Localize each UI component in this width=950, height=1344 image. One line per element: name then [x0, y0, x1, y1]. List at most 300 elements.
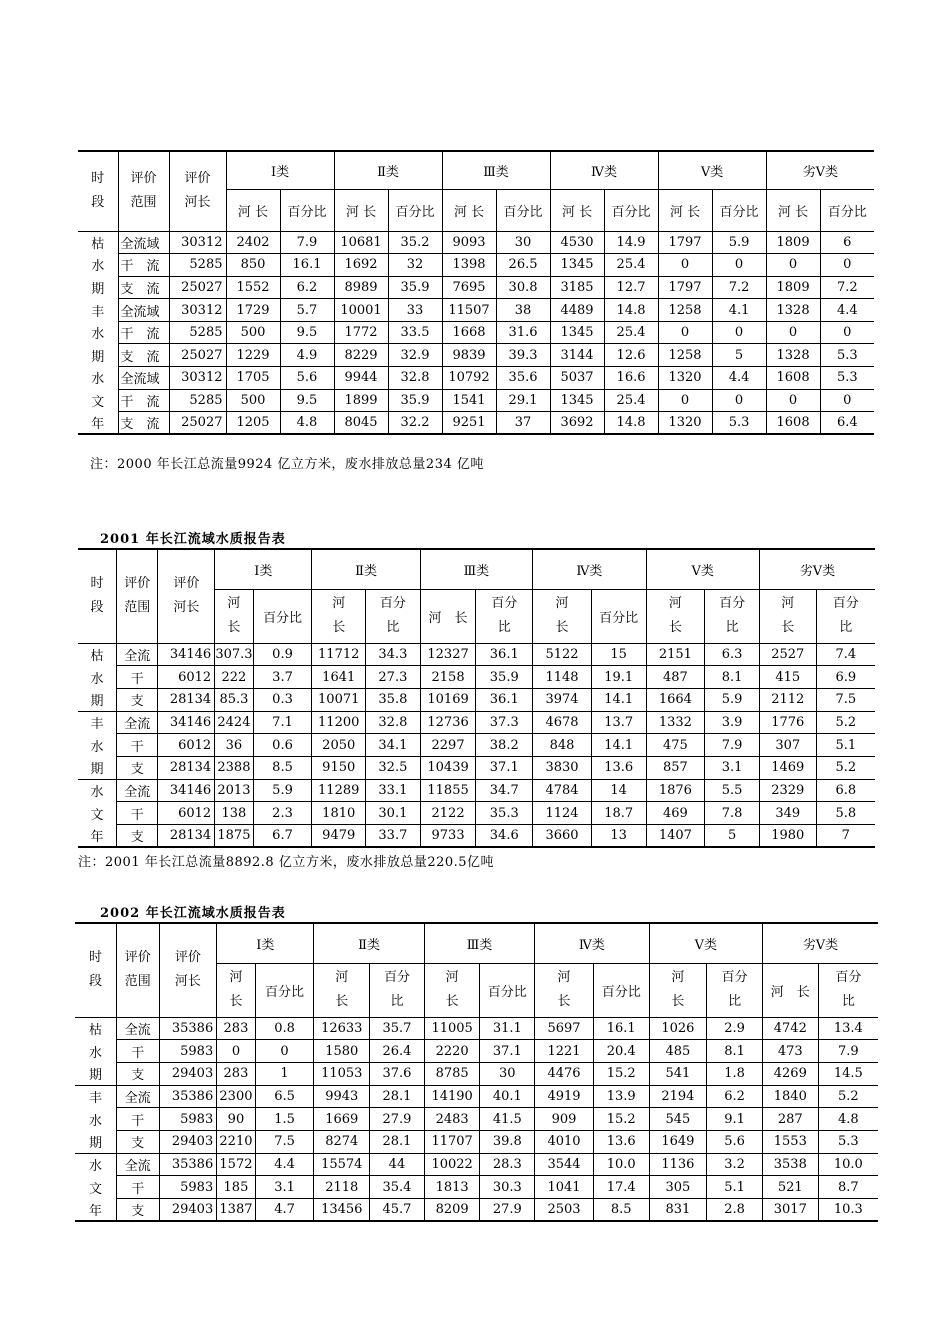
river-length-cell: 1664 [646, 688, 705, 711]
percent-cell: 32 [388, 254, 442, 277]
river-length-cell: 4530 [550, 231, 604, 254]
length-cell: 35386 [159, 1017, 217, 1040]
scope-cell: 干 [116, 734, 158, 757]
header-length: 评价河长 [158, 549, 215, 643]
length-cell: 5983 [159, 1176, 217, 1199]
river-length-cell: 1328 [766, 299, 820, 322]
note-2001: 注：2001 年长江总流量8892.8 亿立方米，废水排放总量220.5亿吨 [78, 855, 495, 870]
length-cell: 29403 [159, 1062, 217, 1085]
river-length-cell: 1580 [314, 1040, 370, 1063]
percent-cell: 37.1 [480, 1040, 535, 1063]
river-length-cell: 1776 [759, 711, 816, 734]
percent-cell: 2.9 [707, 1017, 763, 1040]
percent-cell: 13.9 [593, 1085, 649, 1108]
percent-cell: 28.3 [480, 1153, 535, 1176]
sub-pct: 百分比 [593, 963, 649, 1017]
title-2001: 2001 年长江流域水质报告表 [100, 532, 286, 547]
percent-cell: 7.2 [712, 276, 766, 299]
length-cell: 28134 [158, 688, 215, 711]
percent-cell: 15.2 [593, 1108, 649, 1131]
table-row [78, 643, 875, 666]
percent-cell: 0.9 [253, 643, 312, 666]
header-class-5: Ⅴ类 [649, 923, 762, 963]
scope-cell: 全流 [117, 1085, 160, 1108]
river-length-cell: 305 [649, 1176, 707, 1199]
percent-cell: 0.6 [253, 734, 312, 757]
river-length-cell: 5037 [550, 367, 604, 390]
percent-cell: 8.5 [253, 756, 312, 779]
percent-cell: 5.5 [705, 779, 760, 802]
river-length-cell: 415 [759, 666, 816, 689]
river-length-cell: 1328 [766, 344, 820, 367]
scope-cell: 支 [117, 1199, 160, 1222]
length-cell: 25027 [169, 276, 226, 299]
length-cell: 29403 [159, 1130, 217, 1153]
length-cell: 29403 [159, 1199, 217, 1222]
percent-cell: 0 [255, 1040, 314, 1063]
percent-cell: 5.3 [820, 344, 874, 367]
percent-cell: 5.9 [705, 688, 760, 711]
river-length-cell: 9733 [420, 825, 476, 848]
sub-pct: 百分比 [476, 589, 533, 643]
river-length-cell: 13456 [314, 1199, 370, 1222]
sub-len: 河 长 [442, 189, 496, 231]
river-length-cell: 4269 [762, 1062, 818, 1085]
river-length-cell: 11005 [424, 1017, 480, 1040]
river-length-cell: 1692 [334, 254, 388, 277]
table-row [78, 412, 874, 435]
percent-cell: 8.5 [593, 1199, 649, 1222]
percent-cell: 12.7 [604, 276, 658, 299]
header-class-6: 劣Ⅴ类 [762, 923, 878, 963]
percent-cell: 0 [712, 389, 766, 412]
percent-cell: 38 [496, 299, 550, 322]
header-class-3: Ⅲ类 [420, 549, 532, 589]
table-row [75, 1130, 878, 1153]
percent-cell: 31.1 [480, 1017, 535, 1040]
sub-len: 河长 [646, 589, 705, 643]
percent-cell: 14.1 [591, 688, 646, 711]
sub-len: 河 长 [762, 963, 818, 1017]
percent-cell: 36.1 [476, 643, 533, 666]
header-class-4: Ⅳ类 [535, 923, 649, 963]
river-length-cell: 0 [658, 321, 712, 344]
percent-cell: 8.7 [818, 1176, 878, 1199]
river-length-cell: 541 [649, 1062, 707, 1085]
percent-cell: 34.1 [366, 734, 421, 757]
percent-cell: 6.4 [820, 412, 874, 435]
river-length-cell: 349 [759, 802, 816, 825]
percent-cell: 35.3 [476, 802, 533, 825]
percent-cell: 6.9 [816, 666, 875, 689]
percent-cell: 16.1 [593, 1017, 649, 1040]
sub-len: 河 长 [334, 189, 388, 231]
river-length-cell: 8274 [314, 1130, 370, 1153]
river-length-cell: 1541 [442, 389, 496, 412]
percent-cell: 5.2 [816, 756, 875, 779]
table-row [75, 1176, 878, 1199]
length-cell: 28134 [158, 825, 215, 848]
percent-cell: 7.1 [253, 711, 312, 734]
length-cell: 34146 [158, 779, 215, 802]
river-length-cell: 1649 [649, 1130, 707, 1153]
percent-cell: 13.4 [818, 1017, 878, 1040]
header-length: 评价河长 [159, 923, 217, 1017]
percent-cell: 7.2 [820, 276, 874, 299]
sub-len: 河长 [533, 589, 592, 643]
percent-cell: 33 [388, 299, 442, 322]
length-cell: 25027 [169, 412, 226, 435]
river-length-cell: 8989 [334, 276, 388, 299]
river-length-cell: 12327 [420, 643, 476, 666]
table-row [75, 1062, 878, 1085]
scope-cell: 全流域 [118, 231, 169, 254]
percent-cell: 6.5 [255, 1085, 314, 1108]
percent-cell: 1.5 [255, 1108, 314, 1131]
river-length-cell: 2220 [424, 1040, 480, 1063]
percent-cell: 36.1 [476, 688, 533, 711]
river-length-cell: 1608 [766, 412, 820, 435]
percent-cell: 10.0 [593, 1153, 649, 1176]
period-char: 期 [91, 349, 105, 365]
period-char: 水 [91, 327, 105, 343]
percent-cell: 35.9 [388, 276, 442, 299]
table-row [78, 666, 875, 689]
river-length-cell: 283 [217, 1062, 255, 1085]
river-length-cell: 1320 [658, 412, 712, 435]
length-cell: 30312 [169, 231, 226, 254]
river-length-cell: 283 [217, 1017, 255, 1040]
note-2000: 注：2000 年长江总流量9924 亿立方米，废水排放总量234 亿吨 [90, 457, 484, 472]
percent-cell: 32.8 [388, 367, 442, 390]
river-length-cell: 1345 [550, 321, 604, 344]
length-cell: 34146 [158, 711, 215, 734]
sub-len: 河 长 [420, 589, 476, 643]
scope-cell: 支 [117, 1062, 160, 1085]
river-length-cell: 10022 [424, 1153, 480, 1176]
percent-cell: 4.8 [818, 1108, 878, 1131]
river-length-cell: 36 [215, 734, 253, 757]
percent-cell: 16.6 [604, 367, 658, 390]
percent-cell: 3.1 [255, 1176, 314, 1199]
river-length-cell: 1026 [649, 1017, 707, 1040]
percent-cell: 18.7 [591, 802, 646, 825]
table-row [75, 1085, 878, 1108]
river-length-cell: 1899 [334, 389, 388, 412]
sub-len: 河 长 [766, 189, 820, 231]
percent-cell: 30.3 [480, 1176, 535, 1199]
sub-len: 河 长 [550, 189, 604, 231]
table-row [78, 688, 875, 711]
sub-len: 河长 [424, 963, 480, 1017]
river-length-cell: 1124 [533, 802, 592, 825]
percent-cell: 28.1 [370, 1085, 425, 1108]
river-length-cell: 12633 [314, 1017, 370, 1040]
river-length-cell: 10681 [334, 231, 388, 254]
scope-cell: 支 流 [118, 412, 169, 435]
river-length-cell: 473 [762, 1040, 818, 1063]
period-char: 丰 [75, 1085, 117, 1108]
percent-cell: 25.4 [604, 254, 658, 277]
percent-cell: 3.1 [705, 756, 760, 779]
percent-cell: 5.6 [280, 367, 334, 390]
length-cell: 34146 [158, 643, 215, 666]
percent-cell: 2.3 [253, 802, 312, 825]
header-class-2: Ⅱ类 [334, 151, 442, 189]
river-length-cell: 1729 [226, 299, 280, 322]
river-length-cell: 2050 [312, 734, 366, 757]
percent-cell: 4.4 [255, 1153, 314, 1176]
river-length-cell: 2527 [759, 643, 816, 666]
river-length-cell: 185 [217, 1176, 255, 1199]
table-row [78, 276, 874, 299]
river-length-cell: 4742 [762, 1017, 818, 1040]
percent-cell: 15 [591, 643, 646, 666]
river-length-cell: 9944 [334, 367, 388, 390]
percent-cell: 5.1 [816, 734, 875, 757]
scope-cell: 干 流 [118, 389, 169, 412]
percent-cell: 1.8 [707, 1062, 763, 1085]
river-length-cell: 11855 [420, 779, 476, 802]
percent-cell: 32.9 [388, 344, 442, 367]
percent-cell: 32.8 [366, 711, 421, 734]
period-char: 期 [78, 756, 116, 779]
percent-cell: 0.3 [253, 688, 312, 711]
river-length-cell: 0 [658, 389, 712, 412]
percent-cell: 5.3 [712, 412, 766, 435]
table-row [75, 1017, 878, 1040]
table-row [78, 344, 874, 367]
percent-cell: 3.9 [705, 711, 760, 734]
river-length-cell: 10169 [420, 688, 476, 711]
scope-cell: 干 流 [118, 321, 169, 344]
percent-cell: 6 [820, 231, 874, 254]
percent-cell: 3.2 [707, 1153, 763, 1176]
river-length-cell: 3185 [550, 276, 604, 299]
river-length-cell: 9093 [442, 231, 496, 254]
river-length-cell: 1797 [658, 276, 712, 299]
table-row [75, 1040, 878, 1063]
river-length-cell: 2329 [759, 779, 816, 802]
percent-cell: 40.1 [480, 1085, 535, 1108]
table-row [78, 389, 874, 412]
river-length-cell: 4784 [533, 779, 592, 802]
percent-cell: 6.2 [280, 276, 334, 299]
percent-cell: 5.7 [280, 299, 334, 322]
scope-cell: 干 流 [118, 254, 169, 277]
header-class-4: Ⅳ类 [533, 549, 646, 589]
percent-cell: 4.4 [712, 367, 766, 390]
header-class-1: Ⅰ类 [215, 549, 312, 589]
percent-cell: 1 [255, 1062, 314, 1085]
table-row [78, 802, 875, 825]
percent-cell: 10.0 [818, 1153, 878, 1176]
percent-cell: 41.5 [480, 1108, 535, 1131]
length-cell: 5285 [169, 389, 226, 412]
river-length-cell: 2194 [649, 1085, 707, 1108]
period-char: 文 [88, 1181, 102, 1197]
length-cell: 35386 [159, 1085, 217, 1108]
river-length-cell: 485 [649, 1040, 707, 1063]
percent-cell: 25.4 [604, 389, 658, 412]
percent-cell: 7.8 [705, 802, 760, 825]
river-length-cell: 307 [759, 734, 816, 757]
river-length-cell: 2122 [420, 802, 476, 825]
period-char: 水 [88, 1113, 102, 1129]
percent-cell: 32.5 [366, 756, 421, 779]
percent-cell: 14.8 [604, 299, 658, 322]
percent-cell: 30.8 [496, 276, 550, 299]
scope-cell: 支 [116, 756, 158, 779]
percent-cell: 5.2 [818, 1085, 878, 1108]
river-length-cell: 5122 [533, 643, 592, 666]
period-char: 年 [78, 412, 118, 435]
header-scope: 评价范围 [118, 151, 169, 231]
percent-cell: 27.9 [480, 1199, 535, 1222]
period-char: 文 [91, 394, 105, 410]
percent-cell: 0 [712, 254, 766, 277]
river-length-cell: 1258 [658, 344, 712, 367]
river-length-cell: 487 [646, 666, 705, 689]
percent-cell: 44 [370, 1153, 425, 1176]
scope-cell: 干 [117, 1108, 160, 1131]
sub-len: 河长 [649, 963, 707, 1017]
header-class-6: 劣Ⅴ类 [759, 549, 875, 589]
sub-pct: 百分比 [388, 189, 442, 231]
sub-len: 河 长 [226, 189, 280, 231]
percent-cell: 9.5 [280, 389, 334, 412]
river-length-cell: 9150 [312, 756, 366, 779]
period-char: 期 [75, 1130, 117, 1153]
river-length-cell: 11053 [314, 1062, 370, 1085]
river-length-cell: 1407 [646, 825, 705, 848]
percent-cell: 5.9 [253, 779, 312, 802]
river-length-cell: 3017 [762, 1199, 818, 1222]
period-char: 水 [88, 1045, 102, 1061]
river-length-cell: 2402 [226, 231, 280, 254]
percent-cell: 16.1 [280, 254, 334, 277]
river-length-cell: 0 [766, 321, 820, 344]
sub-len: 河长 [314, 963, 370, 1017]
percent-cell: 27.3 [366, 666, 421, 689]
sub-pct: 百分比 [604, 189, 658, 231]
river-length-cell: 831 [649, 1199, 707, 1222]
percent-cell: 6.2 [707, 1085, 763, 1108]
percent-cell: 35.6 [496, 367, 550, 390]
table-row [75, 1153, 878, 1176]
percent-cell: 0 [712, 321, 766, 344]
table-2001 [78, 548, 875, 848]
percent-cell: 5.9 [712, 231, 766, 254]
river-length-cell: 1810 [312, 802, 366, 825]
percent-cell: 7.9 [705, 734, 760, 757]
sub-len: 河 长 [658, 189, 712, 231]
header-class-3: Ⅲ类 [424, 923, 534, 963]
percent-cell: 9.5 [280, 321, 334, 344]
period-char: 期 [78, 688, 116, 711]
length-cell: 5285 [169, 254, 226, 277]
river-length-cell: 0 [766, 254, 820, 277]
river-length-cell: 3144 [550, 344, 604, 367]
sub-len: 河长 [759, 589, 816, 643]
header-scope: 评价范围 [116, 549, 158, 643]
river-length-cell: 2112 [759, 688, 816, 711]
river-length-cell: 2158 [420, 666, 476, 689]
table-row [78, 321, 874, 344]
period-char: 期 [75, 1062, 117, 1085]
river-length-cell: 1980 [759, 825, 816, 848]
scope-cell: 干 [117, 1176, 160, 1199]
percent-cell: 35.7 [370, 1017, 425, 1040]
sub-pct: 百分比 [820, 189, 874, 231]
river-length-cell: 850 [226, 254, 280, 277]
length-cell: 6012 [158, 802, 215, 825]
river-length-cell: 0 [658, 254, 712, 277]
percent-cell: 35.9 [388, 389, 442, 412]
table-row [78, 779, 875, 802]
percent-cell: 27.9 [370, 1108, 425, 1131]
percent-cell: 5.6 [707, 1130, 763, 1153]
river-length-cell: 10439 [420, 756, 476, 779]
table-row [75, 1199, 878, 1222]
river-length-cell: 10001 [334, 299, 388, 322]
percent-cell: 5.2 [816, 711, 875, 734]
period-char: 水 [91, 372, 105, 388]
percent-cell: 4.9 [280, 344, 334, 367]
header-class-2: Ⅱ类 [314, 923, 424, 963]
header-class-5: Ⅴ类 [658, 151, 766, 189]
table-row [78, 367, 874, 390]
percent-cell: 45.7 [370, 1199, 425, 1222]
river-length-cell: 857 [646, 756, 705, 779]
percent-cell: 14.9 [604, 231, 658, 254]
percent-cell: 39.8 [480, 1130, 535, 1153]
percent-cell: 15.2 [593, 1062, 649, 1085]
percent-cell: 28.1 [370, 1130, 425, 1153]
period-char: 水 [90, 671, 104, 687]
river-length-cell: 14190 [424, 1085, 480, 1108]
river-length-cell: 2013 [215, 779, 253, 802]
scope-cell: 全流 [117, 1153, 160, 1176]
sub-pct: 百分比 [818, 963, 878, 1017]
percent-cell: 35.9 [476, 666, 533, 689]
percent-cell: 34.6 [476, 825, 533, 848]
percent-cell: 5.8 [816, 802, 875, 825]
river-length-cell: 2388 [215, 756, 253, 779]
length-cell: 5983 [159, 1108, 217, 1131]
percent-cell: 4.4 [820, 299, 874, 322]
percent-cell: 5 [712, 344, 766, 367]
river-length-cell: 2483 [424, 1108, 480, 1131]
river-length-cell: 1345 [550, 389, 604, 412]
sub-pct: 百分比 [816, 589, 875, 643]
percent-cell: 14.8 [604, 412, 658, 435]
percent-cell: 8.1 [707, 1040, 763, 1063]
river-length-cell: 545 [649, 1108, 707, 1131]
river-length-cell: 10792 [442, 367, 496, 390]
percent-cell: 34.7 [476, 779, 533, 802]
period-char: 年 [78, 825, 116, 848]
header-class-5: Ⅴ类 [646, 549, 759, 589]
river-length-cell: 1345 [550, 254, 604, 277]
period-char: 水 [75, 1153, 117, 1176]
percent-cell: 12.6 [604, 344, 658, 367]
length-cell: 25027 [169, 344, 226, 367]
percent-cell: 7.9 [818, 1040, 878, 1063]
river-length-cell: 1669 [314, 1108, 370, 1131]
river-length-cell: 8209 [424, 1199, 480, 1222]
percent-cell: 31.6 [496, 321, 550, 344]
